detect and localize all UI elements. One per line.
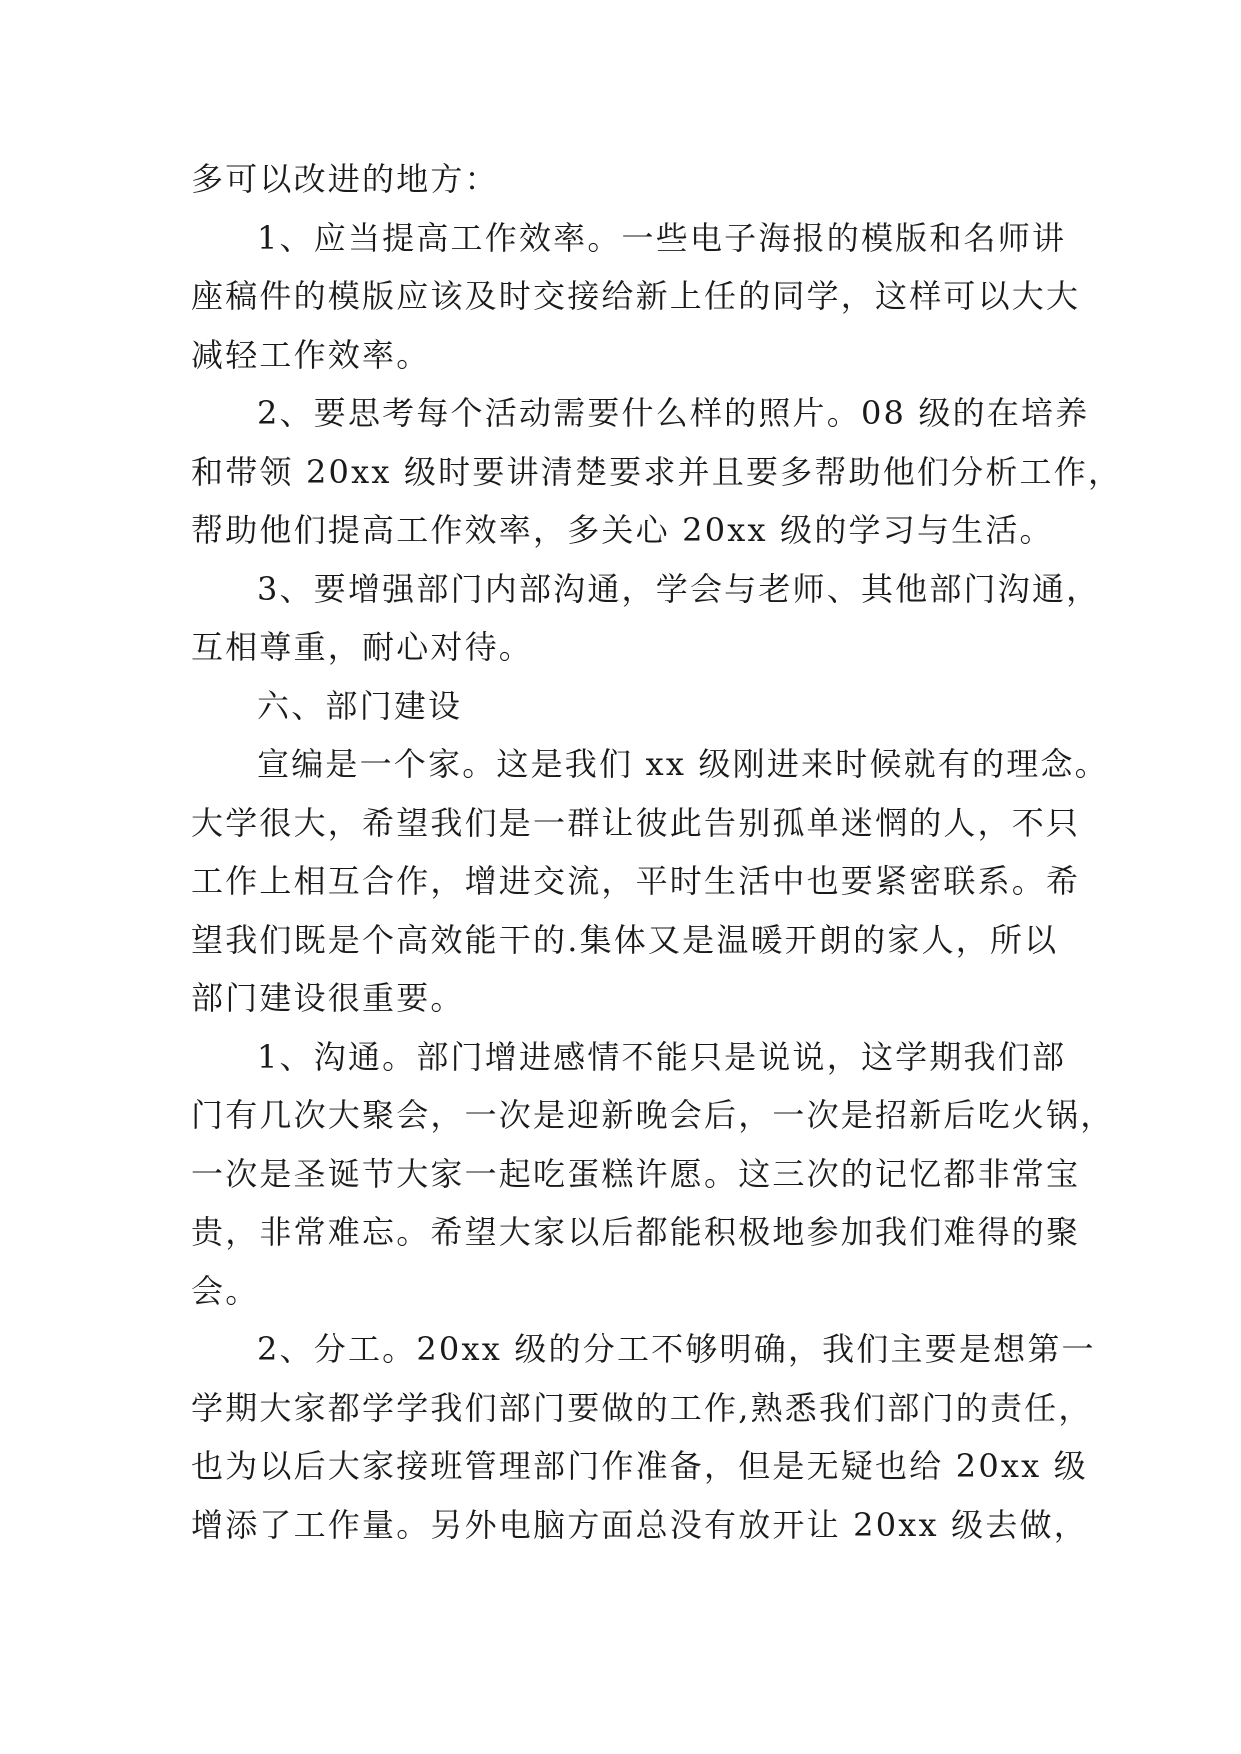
text-line: 帮助他们提高工作效率，多关心 20xx 级的学习与生活。 xyxy=(191,511,1054,549)
text-line: 贵，非常难忘。希望大家以后都能积极地参加我们难得的聚 xyxy=(191,1213,1081,1251)
text-line: 2、要思考每个活动需要什么样的照片。08 级的在培养 xyxy=(257,394,1090,432)
section-heading: 六、部门建设 xyxy=(257,686,463,725)
text-line: 2、分工。20xx 级的分工不够明确，我们主要是想第一 xyxy=(257,1330,1096,1368)
text-line: 1、沟通。部门增进感情不能只是说说，这学期我们部 xyxy=(257,1037,1067,1076)
text-line: 多可以改进的地方： xyxy=(191,160,499,198)
text-line: 宣编是一个家。这是我们 xx 级刚进来时候就有的理念。 xyxy=(257,745,1109,783)
text-line: 一次是圣诞节大家一起吃蛋糕许愿。这三次的记忆都非常宝 xyxy=(191,1154,1081,1193)
text-line: 和带领 20xx 级时要讲清楚要求并且要多帮助他们分析工作， xyxy=(191,452,1123,491)
text-line: 3、要增强部门内部沟通，学会与老师、其他部门沟通， xyxy=(257,569,1101,608)
text-line: 减轻工作效率。 xyxy=(191,335,431,374)
text-line: 也为以后大家接班管理部门作准备，但是无疑也给 20xx 级 xyxy=(191,1447,1088,1485)
text-line: 互相尊重，耐心对待。 xyxy=(191,628,534,666)
text-line: 工作上相互合作，增进交流，平时生活中也要紧密联系。希 xyxy=(191,862,1081,900)
text-line: 大学很大，希望我们是一群让彼此告别孤单迷惘的人，不只 xyxy=(191,803,1081,842)
document-body xyxy=(191,150,1123,1554)
text-line: 座稿件的模版应该及时交接给新上任的同学，这样可以大大 xyxy=(191,277,1081,315)
text-line: 会。 xyxy=(191,1271,260,1310)
text-line: 望我们既是个高效能干的.集体又是温暖开朗的家人，所以 xyxy=(191,920,1059,959)
text-line: 学期大家都学学我们部门要做的工作,熟悉我们部门的责任， xyxy=(191,1388,1093,1427)
text-line: 1、应当提高工作效率。一些电子海报的模版和名师讲 xyxy=(257,218,1067,257)
text-line: 增添了工作量。另外电脑方面总没有放开让 20xx 级去做， xyxy=(191,1505,1088,1544)
text-line: 门有几次大聚会，一次是迎新晚会后，一次是招新后吃火锅， xyxy=(191,1096,1115,1134)
text-line: 部门建设很重要。 xyxy=(191,979,465,1017)
